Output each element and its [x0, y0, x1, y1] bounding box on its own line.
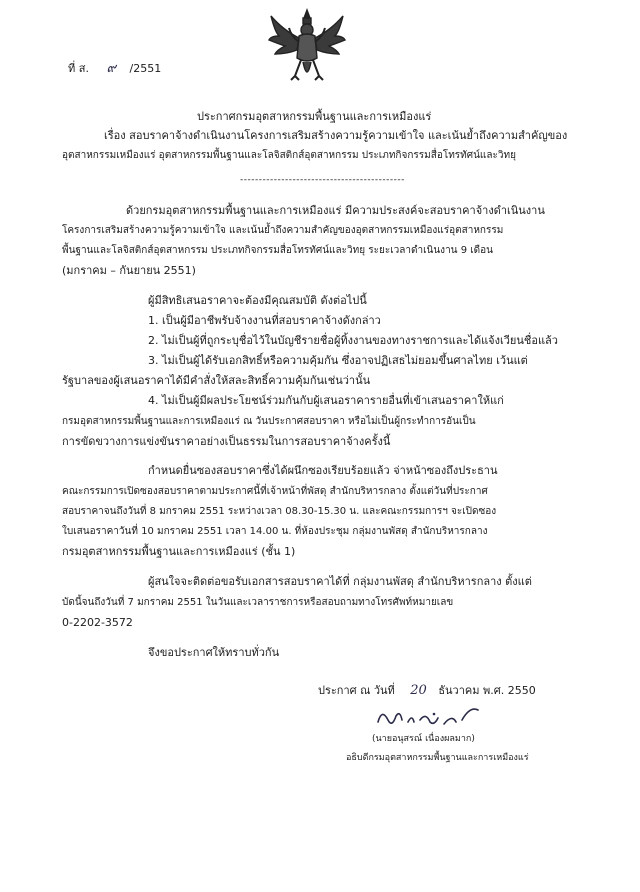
- intro-paragraph-line-3: พื้นฐานและโลจิสติกส์อุตสาหกรรม ประเภทกิจกรรมสื่อโทรทัศน์และวิทยุ ระยะเวลาดำเนินงาน 9 เดือน: [62, 245, 493, 256]
- intro-paragraph-line-1: ด้วยกรมอุตสาหกรรมพื้นฐานและการเหมืองแร่ มีความประสงค์จะสอบราคาจ้างดำเนินงาน: [126, 204, 545, 217]
- signatory-title: อธิบดีกรมอุตสาหกรรมพื้นฐานและการเหมืองแร่: [346, 753, 529, 763]
- handwritten-signature: [374, 700, 494, 730]
- signatory-name: (นายอนุสรณ์ เนื่องผลมาก): [372, 734, 475, 744]
- qualification-item-3-line-1: 3. ไม่เป็นผู้ได้รับเอกสิทธิ์หรือความคุ้มกัน ซึ่งอาจปฏิเสธไม่ยอมขึ้นศาลไทย เว้นแต่: [148, 354, 528, 367]
- reference-suffix: /2551: [129, 62, 162, 75]
- schedule-paragraph-line-5: กรมอุตสาหกรรมพื้นฐานและการเหมืองแร่ (ชั้น 1): [62, 545, 296, 558]
- announcement-date: [318, 684, 536, 698]
- reference-prefix: ที่ ส.: [68, 62, 89, 75]
- reference-number: [68, 62, 161, 76]
- section-divider: --------------------------------------------: [240, 175, 405, 185]
- intro-paragraph-line-2: โครงการเสริมสร้างความรู้ความเข้าใจ และเน้นย้ำถึงความสำคัญของอุตสาหกรรมเหมืองแร่อุตสาหกรรม: [62, 225, 504, 236]
- closing-line: จึงขอประกาศให้ทราบทั่วกัน: [148, 646, 280, 659]
- subject-line-2: อุตสาหกรรมเหมืองแร่ อุตสาหกรรมพื้นฐานและโลจิสติกส์อุตสาหกรรม ประเภทกิจกรรมสื่อโทรทัศน์และวิทยุ: [62, 150, 516, 161]
- qualifications-intro: ผู้มีสิทธิเสนอราคาจะต้องมีคุณสมบัติ ดังต่อไปนี้: [148, 294, 367, 307]
- date-month-year: ธันวาคม พ.ศ. 2550: [438, 684, 536, 697]
- subject-line-1: เรื่อง สอบราคาจ้างดำเนินงานโครงการเสริมสร้างความรู้ความเข้าใจ และเน้นย้ำถึงความสำคัญของ: [104, 129, 568, 142]
- qualification-item-4-line-3: การขัดขวางการแข่งขันราคาอย่างเป็นธรรมในการสอบราคาจ้างครั้งนี้: [62, 435, 391, 448]
- date-day-handwritten: 20: [410, 683, 427, 698]
- garuda-emblem-icon: [265, 6, 349, 90]
- intro-paragraph-line-4: (มกราคม – กันยายน 2551): [62, 264, 196, 277]
- schedule-paragraph-line-3: สอบราคาจนถึงวันที่ 8 มกราคม 2551 ระหว่างเวลา 08.30-15.30 น. และคณะกรรมการฯ จะเปิดซอง: [62, 506, 497, 517]
- announcement-title: ประกาศกรมอุตสาหกรรมพื้นฐานและการเหมืองแร่: [197, 110, 432, 123]
- schedule-paragraph-line-1: กำหนดยื่นซองสอบราคาซึ่งได้ผนึกซองเรียบร้อยแล้ว จ่าหน้าซองถึงประธาน: [148, 464, 498, 477]
- qualification-item-1: 1. เป็นผู้มีอาชีพรับจ้างงานที่สอบราคาจ้างดังกล่าว: [148, 314, 381, 327]
- qualification-item-4-line-1: 4. ไม่เป็นผู้มีผลประโยชน์ร่วมกันกับผู้เสนอราคารายอื่นที่เข้าเสนอราคาให้แก่: [148, 394, 504, 407]
- qualification-item-3-line-2: รัฐบาลของผู้เสนอราคาได้มีคำสั่งให้สละสิทธิ์ความคุ้มกันเช่นว่านั้น: [62, 374, 371, 387]
- contact-paragraph-line-1: ผู้สนใจจะติดต่อขอรับเอกสารสอบราคาได้ที่ กลุ่มงานพัสดุ สำนักบริหารกลาง ตั้งแต่: [148, 575, 532, 588]
- contact-paragraph-line-2: บัดนี้จนถึงวันที่ 7 มกราคม 2551 ในวันและเวลาราชการหรือสอบถามทางโทรศัพท์หมายเลข: [62, 597, 454, 608]
- date-prefix: ประกาศ ณ วันที่: [318, 684, 395, 697]
- schedule-paragraph-line-4: ใบเสนอราคาวันที่ 10 มกราคม 2551 เวลา 14.00 น. ที่ห้องประชุม กลุ่มงานพัสดุ สำนักบริหารกลาง: [62, 526, 488, 537]
- qualification-item-2: 2. ไม่เป็นผู้ที่ถูกระบุชื่อไว้ในบัญชีรายชื่อผู้ทิ้งงานของทางราชการและได้แจ้งเวียนชื่อแล้ว: [148, 334, 558, 347]
- reference-number-handwritten: ๙: [106, 61, 116, 76]
- contact-phone-number: 0-2202-3572: [62, 616, 133, 629]
- schedule-paragraph-line-2: คณะกรรมการเปิดซองสอบราคาตามประกาศนี้ที่เจ้าหน้าที่พัสดุ สำนักบริหารกลาง ตั้งแต่วันที่ประกาศ: [62, 486, 488, 497]
- qualification-item-4-line-2: กรมอุตสาหกรรมพื้นฐานและการเหมืองแร่ ณ วันประกาศสอบราคา หรือไม่เป็นผู้กระทำการอันเป็น: [62, 416, 476, 427]
